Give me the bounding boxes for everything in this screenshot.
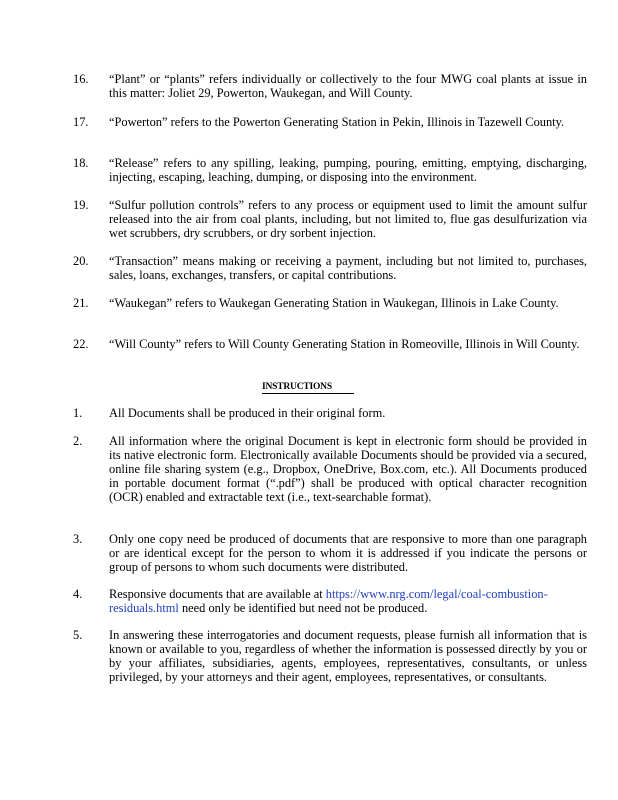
item-number: 5. — [73, 628, 83, 642]
item-text-after: need only be identified but need not be produced. — [178, 601, 428, 615]
item-number: 2. — [73, 434, 83, 448]
item-number: 16. — [73, 72, 89, 86]
residuals-link[interactable]: https://www.nrg.com/legal/coal-combustion-residuals.html — [109, 587, 548, 615]
item-number: 18. — [73, 156, 89, 170]
item-number: 20. — [73, 254, 89, 268]
item-text: “Sulfur pollution controls” refers to any process or equipment used to limit the amount sulfur released into the air from coal plants, including, but not limited to, flue gas desulfurization via wet scrubbers, dry scrubbers, or dry sorbent injection. — [109, 198, 587, 240]
item-text — [109, 587, 587, 615]
item-text-before: Responsive documents that are available at — [109, 587, 326, 601]
item-number: 4. — [73, 587, 83, 601]
item-text: “Will County” refers to Will County Generating Station in Romeoville, Illinois in Will County. — [109, 337, 580, 351]
item-text: Only one copy need be produced of documents that are responsive to more than one paragraph or are identical except for the person to whom it is addressed if you indicate the persons or group of persons to whom such documents were distributed. — [109, 532, 587, 574]
item-number: 21. — [73, 296, 89, 310]
item-text: All Documents shall be produced in their original form. — [109, 406, 386, 420]
item-text: In answering these interrogatories and document requests, please furnish all information that is known or available to you, regardless of whether the information is possessed directly by you or by your affiliates, subsidiaries, agents, employees, representatives, consultants, or unless privileged, by your attorneys and their agent, employees, representatives, or consultants. — [109, 628, 587, 684]
item-number: 3. — [73, 532, 83, 546]
item-text: “Transaction” means making or receiving a payment, including but not limited to, purchases, sales, loans, exchanges, transfers, or capital contributions. — [109, 254, 587, 282]
heading-underline — [262, 393, 354, 394]
instructions-heading: INSTRUCTIONS — [262, 382, 332, 392]
item-number: 19. — [73, 198, 89, 212]
item-number: 1. — [73, 406, 83, 420]
item-number: 17. — [73, 115, 89, 129]
item-text: “Waukegan” refers to Waukegan Generating Station in Waukegan, Illinois in Lake County. — [109, 296, 559, 310]
item-text: “Plant” or “plants” refers individually or collectively to the four MWG coal plants at issue in this matter: Joliet 29, Powerton, Waukegan, and Will County. — [109, 72, 587, 100]
item-text: “Release” refers to any spilling, leaking, pumping, pouring, emitting, emptying, discharging, injecting, escaping, leaching, dumping, or disposing into the environment. — [109, 156, 587, 184]
item-text: “Powerton” refers to the Powerton Generating Station in Pekin, Illinois in Tazewell County. — [109, 115, 565, 129]
item-text: All information where the original Document is kept in electronic form should be provided in its native electronic form. Electronically available Documents should be provided via a secured, online file sharing system (e.g., Dropbox, OneDrive, Box.com, etc.). All Documents produced in portable document format (“.pdf”) shall be produced with optical character recognition (OCR) enabled and extractable text (i.e., text-searchable format). — [109, 434, 587, 504]
item-number: 22. — [73, 337, 89, 351]
